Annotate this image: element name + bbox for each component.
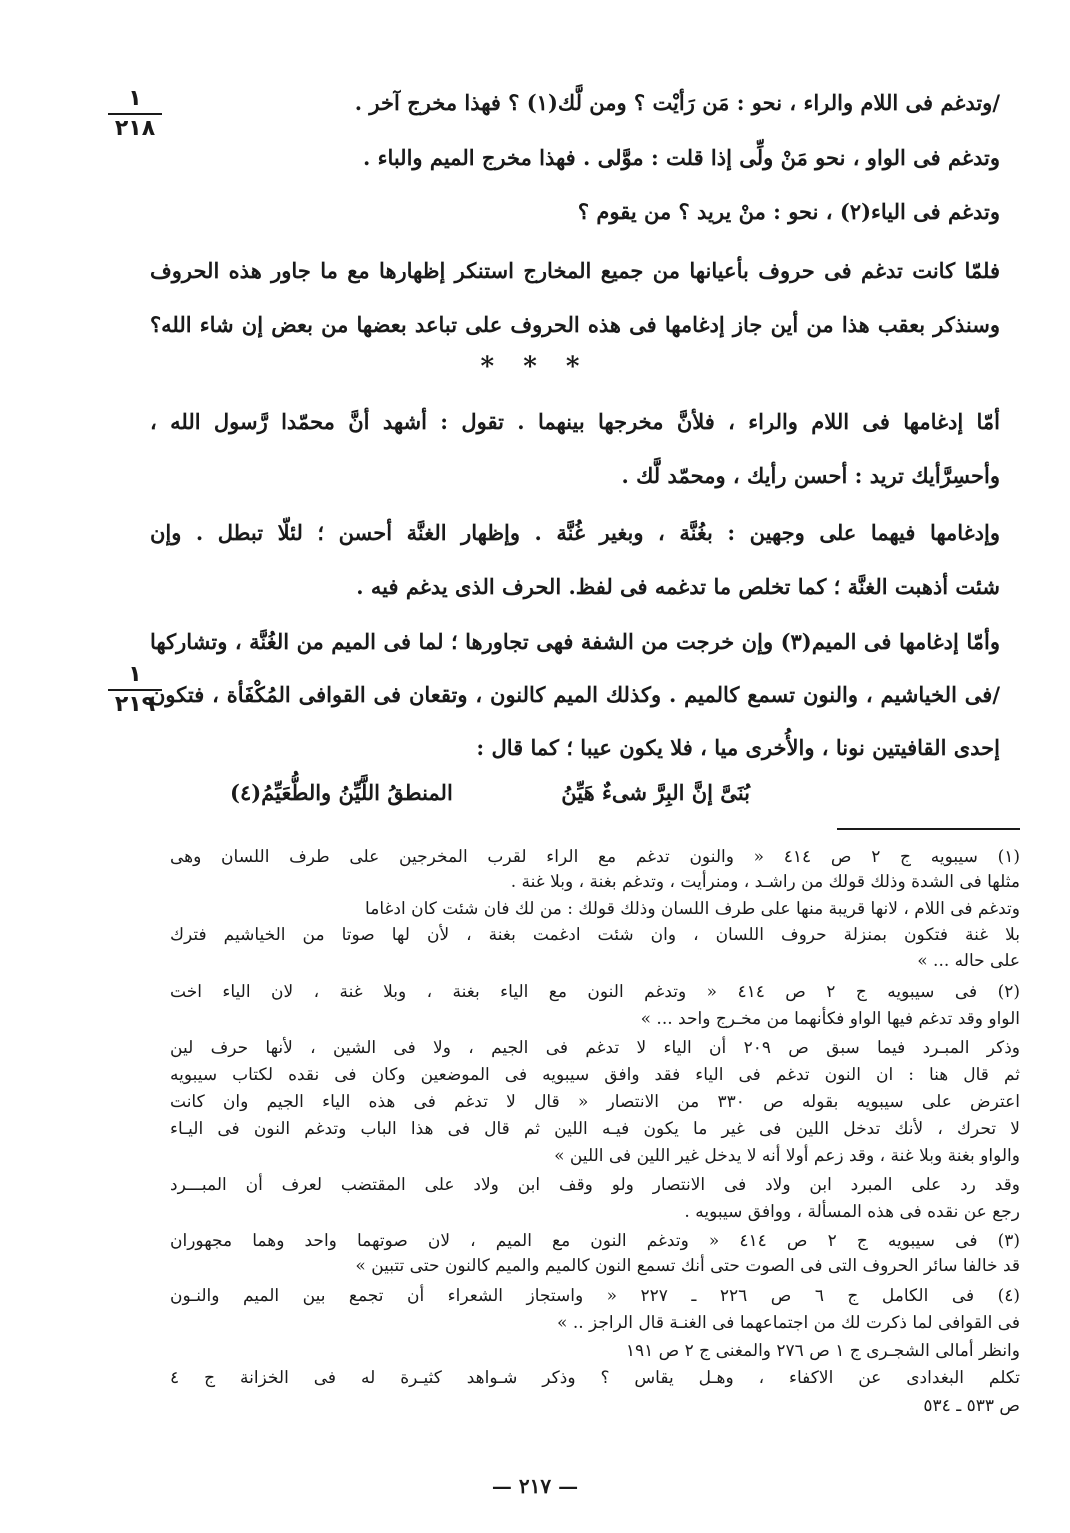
body-line: /فى الخياشيم ، والنون تسمع كالميم . وكذلك الميم كالنون ، وتقعان فى القوافى المُكْفَأة ، فتكون: [150, 682, 1000, 707]
footnote-line: رجع عن نقده فى هذه المسألة ، ووافق سيبويه .: [684, 1202, 1020, 1222]
verse-first-hemistich: بُنَىَّ إنَّ البِرَّ شىءٌ هَيِّنُ: [561, 780, 750, 805]
margin-ref-folio: ١: [128, 86, 142, 111]
verse-second-hemistich: المنطقُ اللَّيِّنُ والطُّعَيِّمُ(٤): [230, 780, 453, 805]
footnote-rule: [837, 828, 1020, 830]
body-line: وسنذكر بعقب هذا من أين جاز إدغامها فى هذه الحروف على تباعد بعضها من بعض إن شاء الله؟: [150, 312, 1000, 337]
footnote-line: تكلم البغدادى عن الاكفاء ، وهـل يقاس ؟ وذكر شـواهد كثيـرة له فى الخزانة ج ٤: [170, 1368, 1020, 1388]
footnote-line: ثم قال هنا : ان النون تدغم فى الياء فقد وافق سيبويه فى الموضعين وكان فى نقده لكتاب سيبويه: [170, 1065, 1020, 1085]
footnote-line: وتدغم فى اللام ، لانها قريبة منها على طرف اللسان وذلك قولك : من لك فان شئت كان ادغاما: [365, 899, 1020, 919]
footnote-line: قد خالفا سائر الحروف التى فى الصوت حتى أنك تسمع النون كالميم والميم كالنون حتى تتبين »: [355, 1256, 1020, 1276]
footnote-line: الواو وقد تدغم فيها الواو فكأنهما من مخـرج واحد ... »: [640, 1009, 1020, 1029]
footnote-line: (١) سيبويه ج ٢ ص ٤١٤ « والنون تدغم مع الراء لقرب المخرجين على طرف اللسان وهى: [170, 847, 1020, 867]
footnote-line: وانظر أمالى الشجـرى ج ١ ص ٢٧٦ والمغنى ج ٢ ص ١٩١: [625, 1341, 1020, 1361]
body-line: أمّا إدغامها فى اللام والراء ، فلأنَّ مخرجها بينهما . تقول : أشهد أنَّ محمّدا رَّسول الله ،: [150, 409, 1000, 434]
section-separator-stars: * * *: [480, 352, 590, 382]
body-line: شئت أذهبت الغنَّة ؛ كما تخلص ما تدغمه فى لفظ. الحرف الذى يدغم فيه .: [356, 574, 1000, 599]
footnote-line: فى القوافى لما ذكرت لك من اجتماعهما فى الغنـة قال الراجز .. »: [557, 1313, 1020, 1333]
footnote-line: (٢) فى سيبويه ج ٢ ص ٤١٤ « وتدغم النون مع الياء بغنة ، وبلا غنة ، لان الياء اخت: [170, 982, 1020, 1002]
footnote-line: وذكر المبـرد فيما سبق ص ٢٠٩ أن الياء لا تدغم فى الجيم ، ولا فى الشين ، لأنها حرف لين: [170, 1038, 1020, 1058]
margin-ref-page: ٢١٨: [114, 116, 156, 141]
footnote-line: ص ٥٣٣ ـ ٥٣٤: [923, 1396, 1020, 1416]
poetry-verse: [230, 778, 750, 808]
footnote-line: والواو بغنة وبلا غنة ، وقد زعم أولا أنه لا يدخل غير اللين فى اللين »: [554, 1146, 1020, 1166]
footnote-line: (٣) فى سيبويه ج ٢ ص ٤١٤ « وتدغم النون مع الميم ، لان صوتهما واحد وهما مجهوران: [170, 1231, 1020, 1251]
margin-ref-folio: ١: [128, 662, 142, 687]
body-line: فلمّا كانت تدغم فى حروف بأعيانها من جميع المخارج استنكر إظهارها مع ما جاور هذه الحروف: [150, 258, 1000, 283]
body-line: وإدغامها فيهما على وجهين : بغُنَّة ، وبغير غُنَّة . وإظهار الغنَّة أحسن ؛ لئلّا تبطل . وإن: [150, 520, 1000, 545]
body-line: /وتدغم فى اللام والراء ، نحو : مَن رَأيْت ؟ ومن لَّك(١) ؟ فهذا مخرج آخر .: [354, 90, 1000, 115]
page-number: — ٢١٧ —: [491, 1474, 579, 1498]
footnote-line: اعترض على سيبويه بقوله ص ٣٣٠ من الانتصار « قال لا تدغم فى هذه الياء الجيم وان كانت: [170, 1092, 1020, 1112]
body-line: وتدغم فى الواو ، نحو مَنْ ولِّى إذا قلت : موَّلى . فهذا مخرج الميم والباء .: [362, 145, 1000, 170]
footnote-line: على حاله ... »: [917, 951, 1020, 971]
body-line: وأمّا إدغامها فى الميم(٣) وإن خرجت من الشفة فهى تجاورها ؛ لما فى الميم من الغُنَّة ، وتشاركها: [150, 629, 1000, 654]
margin-ref-page: ٢١٩: [114, 692, 156, 717]
body-line: وتدغم فى الياء(٢) ، نحو : منْ يريد ؟ من يقوم ؟: [577, 199, 1000, 224]
body-line: وأحسِرَّأيك تريد : أحسن رأيك ، ومحمّد لَّك .: [621, 463, 1000, 488]
footnote-line: لا تحرك ، لأنك تدخل اللين فى غير ما يكون فيـه اللين ثم قال فى هذا الباب وتدغم النون فى اليـاء: [170, 1119, 1020, 1139]
footnote-line: وقد رد على المبرد ابن ولاد فى الانتصار ولو وقف ابن ولاد على المقتضب لعرف أن المبـــرد: [170, 1175, 1020, 1195]
footnote-line: مثلها فى الشدة وذلك قولك من راشـد ، ومنرأيت ، وتدغم بغنة ، وبلا غنة .: [510, 872, 1020, 892]
footnote-line: (٤) فى الكامل ج ٦ ص ٢٢٦ ـ ٢٢٧ « واستجاز الشعراء أن تجمع بين الميم والنـون: [170, 1286, 1021, 1306]
footnote-line: بلا غنة فتكون بمنزلة حروف اللسان ، وان شئت ادغمت بغنة ، لأن لها صوتا من الخياشيم فترك: [170, 925, 1020, 945]
body-line: إحدى القافيتين نونا ، والأُخرى ميا ، فلا يكون عيبا ؛ كما قال :: [476, 735, 1000, 760]
